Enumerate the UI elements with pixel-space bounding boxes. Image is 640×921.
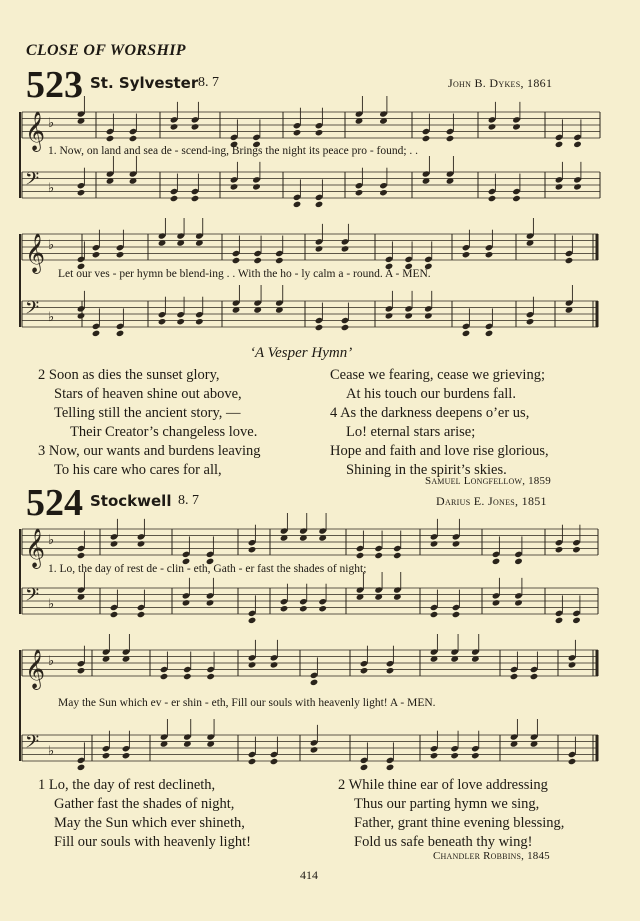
note-head	[206, 673, 215, 680]
note-head	[315, 245, 324, 252]
note-head	[510, 673, 519, 680]
note-head	[360, 764, 369, 771]
note-head	[253, 257, 262, 264]
note-head	[424, 312, 433, 319]
flat-icon: ♭	[48, 238, 55, 253]
note-head	[430, 611, 439, 618]
note-head	[573, 183, 582, 190]
note-head	[568, 758, 577, 765]
stanza-line: Gather fast the shades of night,	[54, 796, 235, 812]
stanza-line: 2 Soon as dies the sunset glory,	[38, 367, 220, 383]
note-head	[183, 673, 192, 680]
meter: 8. 7	[198, 75, 219, 90]
note-head	[310, 679, 319, 686]
note-head	[77, 312, 86, 319]
note-head	[176, 318, 185, 325]
note-head	[356, 552, 365, 559]
note-head	[230, 183, 239, 190]
note-head	[92, 251, 101, 258]
note-head	[315, 201, 324, 208]
note-head	[379, 189, 388, 196]
stanza-line: 3 Now, our wants and burdens leaving	[38, 443, 261, 459]
stanzas-left	[38, 366, 261, 480]
note-head	[102, 752, 111, 759]
note-head	[182, 599, 191, 606]
tune-name: St. Sylvester	[90, 74, 199, 92]
page-number: 414	[300, 868, 318, 882]
stanzas-right	[330, 366, 549, 480]
note-head	[106, 135, 115, 142]
flat-icon: ♭	[48, 654, 55, 669]
note-head	[310, 746, 319, 753]
note-head	[430, 752, 439, 759]
stanzas-right	[338, 776, 564, 852]
bass-clef-icon: 𝄢	[25, 169, 40, 194]
hymn-caption: ‘A Vesper Hymn’	[250, 345, 353, 361]
note-head	[492, 599, 501, 606]
stanza-line: Father, grant thine evening blessing,	[354, 815, 565, 831]
stanza-line: Their Creator’s changeless love.	[70, 424, 258, 440]
note-head	[280, 605, 289, 612]
meter: 8. 7	[178, 493, 199, 508]
note-head	[572, 546, 581, 553]
note-head	[430, 540, 439, 547]
composer: Darius E. Jones, 1851	[436, 494, 547, 508]
stanza-line: Fold us safe beneath thy wing!	[354, 834, 533, 850]
note-head	[248, 546, 257, 553]
note-head	[232, 257, 241, 264]
note-head	[318, 605, 327, 612]
note-head	[270, 758, 279, 765]
stanza-line: 4 As the darkness deepens o’er us,	[330, 405, 530, 421]
note-head	[462, 251, 471, 258]
note-head	[452, 540, 461, 547]
note-head	[116, 330, 125, 337]
note-head	[341, 245, 350, 252]
stanza-line: 1 Lo, the day of rest declineth,	[38, 777, 216, 793]
flat-icon: ♭	[48, 744, 55, 759]
note-head	[299, 605, 308, 612]
flat-icon: ♭	[48, 310, 55, 325]
stanzas-left	[38, 776, 251, 852]
note-head	[137, 540, 146, 547]
note-head	[248, 661, 257, 668]
note-head	[485, 330, 494, 337]
note-head	[385, 312, 394, 319]
lyric-line: May the Sun which ev - er shin - eth, Fill our souls with heavenly light! A - MEN.	[58, 697, 436, 709]
note-head	[252, 183, 261, 190]
note-head	[462, 330, 471, 337]
note-head	[485, 251, 494, 258]
flat-icon: ♭	[48, 181, 55, 196]
note-head	[275, 257, 284, 264]
stanza-line: Shining in the spirit’s skies.	[346, 462, 507, 478]
lyric-line: 1. Lo, the day of rest de - clin - eth, Gath - er fast the shades of night;	[48, 563, 367, 575]
note-head	[110, 611, 119, 618]
note-head	[77, 189, 86, 196]
note-head	[248, 758, 257, 765]
note-head	[293, 129, 302, 136]
note-head	[195, 318, 204, 325]
note-head	[129, 135, 138, 142]
treble-clef-icon: 𝄞	[25, 528, 46, 568]
note-head	[572, 617, 581, 624]
note-head	[514, 599, 523, 606]
author-credit: Chandler Robbins, 1845	[433, 850, 550, 862]
section-title: CLOSE OF WORSHIP	[26, 42, 186, 59]
flat-icon: ♭	[48, 597, 55, 612]
note-head	[568, 661, 577, 668]
stanza-line: Telling still the ancient story, —	[54, 405, 241, 421]
hymn-number: 524	[26, 482, 83, 524]
note-head	[110, 540, 119, 547]
note-head	[77, 764, 86, 771]
bass-clef-icon: 𝄢	[25, 298, 40, 323]
note-head	[170, 195, 179, 202]
stanza-line: At his touch our burdens fall.	[346, 386, 516, 402]
note-head	[450, 752, 459, 759]
flat-icon: ♭	[48, 116, 55, 131]
note-head	[452, 611, 461, 618]
note-head	[386, 667, 395, 674]
bass-clef-icon: 𝄢	[25, 732, 40, 757]
note-head	[555, 183, 564, 190]
note-head	[530, 673, 539, 680]
note-head	[293, 201, 302, 208]
bass-clef-icon: 𝄢	[25, 585, 40, 610]
tune-name: Stockwell	[90, 492, 172, 510]
note-head	[270, 661, 279, 668]
note-head	[526, 318, 535, 325]
note-head	[315, 129, 324, 136]
lyric-line: Let our ves - per hymn be blend-ing . . With the ho - ly calm a - round. A - MEN.	[58, 268, 431, 280]
note-head	[512, 195, 521, 202]
note-head	[471, 752, 480, 759]
treble-clef-icon: 𝄞	[25, 111, 46, 151]
note-head	[158, 318, 167, 325]
note-head	[555, 617, 564, 624]
note-head	[488, 123, 497, 130]
note-head	[393, 552, 402, 559]
note-head	[422, 135, 431, 142]
note-head	[77, 667, 86, 674]
stanza-line: Hope and faith and love rise glorious,	[330, 443, 549, 459]
note-head	[160, 673, 169, 680]
note-head	[77, 552, 86, 559]
composer: John B. Dykes, 1861	[448, 76, 553, 90]
note-head	[191, 123, 200, 130]
note-head	[355, 189, 364, 196]
stanza-line: Thus our parting hymn we sing,	[354, 796, 540, 812]
note-head	[404, 312, 413, 319]
note-head	[191, 195, 200, 202]
note-head	[315, 324, 324, 331]
note-head	[386, 764, 395, 771]
note-head	[92, 330, 101, 337]
note-head	[360, 667, 369, 674]
stanza-line: May the Sun which ever shineth,	[54, 815, 245, 831]
note-head	[206, 599, 215, 606]
note-head	[341, 324, 350, 331]
lyric-line: 1. Now, on land and sea de - scend-ing, Brings the night its peace pro - found; . .	[48, 145, 419, 157]
treble-clef-icon: 𝄞	[25, 233, 46, 273]
stanza-line: 2 While thine ear of love addressing	[338, 777, 548, 793]
stanza-line: To his care who cares for all,	[54, 462, 222, 478]
note-head	[565, 257, 574, 264]
hymn-number: 523	[26, 64, 83, 106]
note-head	[122, 752, 131, 759]
note-head	[488, 195, 497, 202]
note-head	[555, 546, 564, 553]
treble-clef-icon: 𝄞	[25, 649, 46, 689]
stanza-line: Fill our souls with heavenly light!	[54, 834, 251, 850]
note-head	[446, 135, 455, 142]
note-head	[116, 251, 125, 258]
flat-icon: ♭	[48, 533, 55, 548]
note-head	[248, 617, 257, 624]
stanza-line: Cease we fearing, cease we grieving;	[330, 367, 545, 383]
note-head	[137, 611, 146, 618]
author-credit: Samuel Longfellow, 1859	[425, 475, 551, 487]
note-head	[512, 123, 521, 130]
stanza-line: Stars of heaven shine out above,	[54, 386, 242, 402]
stanza-line: Lo! eternal stars arise;	[346, 424, 476, 440]
note-head	[170, 123, 179, 130]
note-head	[374, 552, 383, 559]
